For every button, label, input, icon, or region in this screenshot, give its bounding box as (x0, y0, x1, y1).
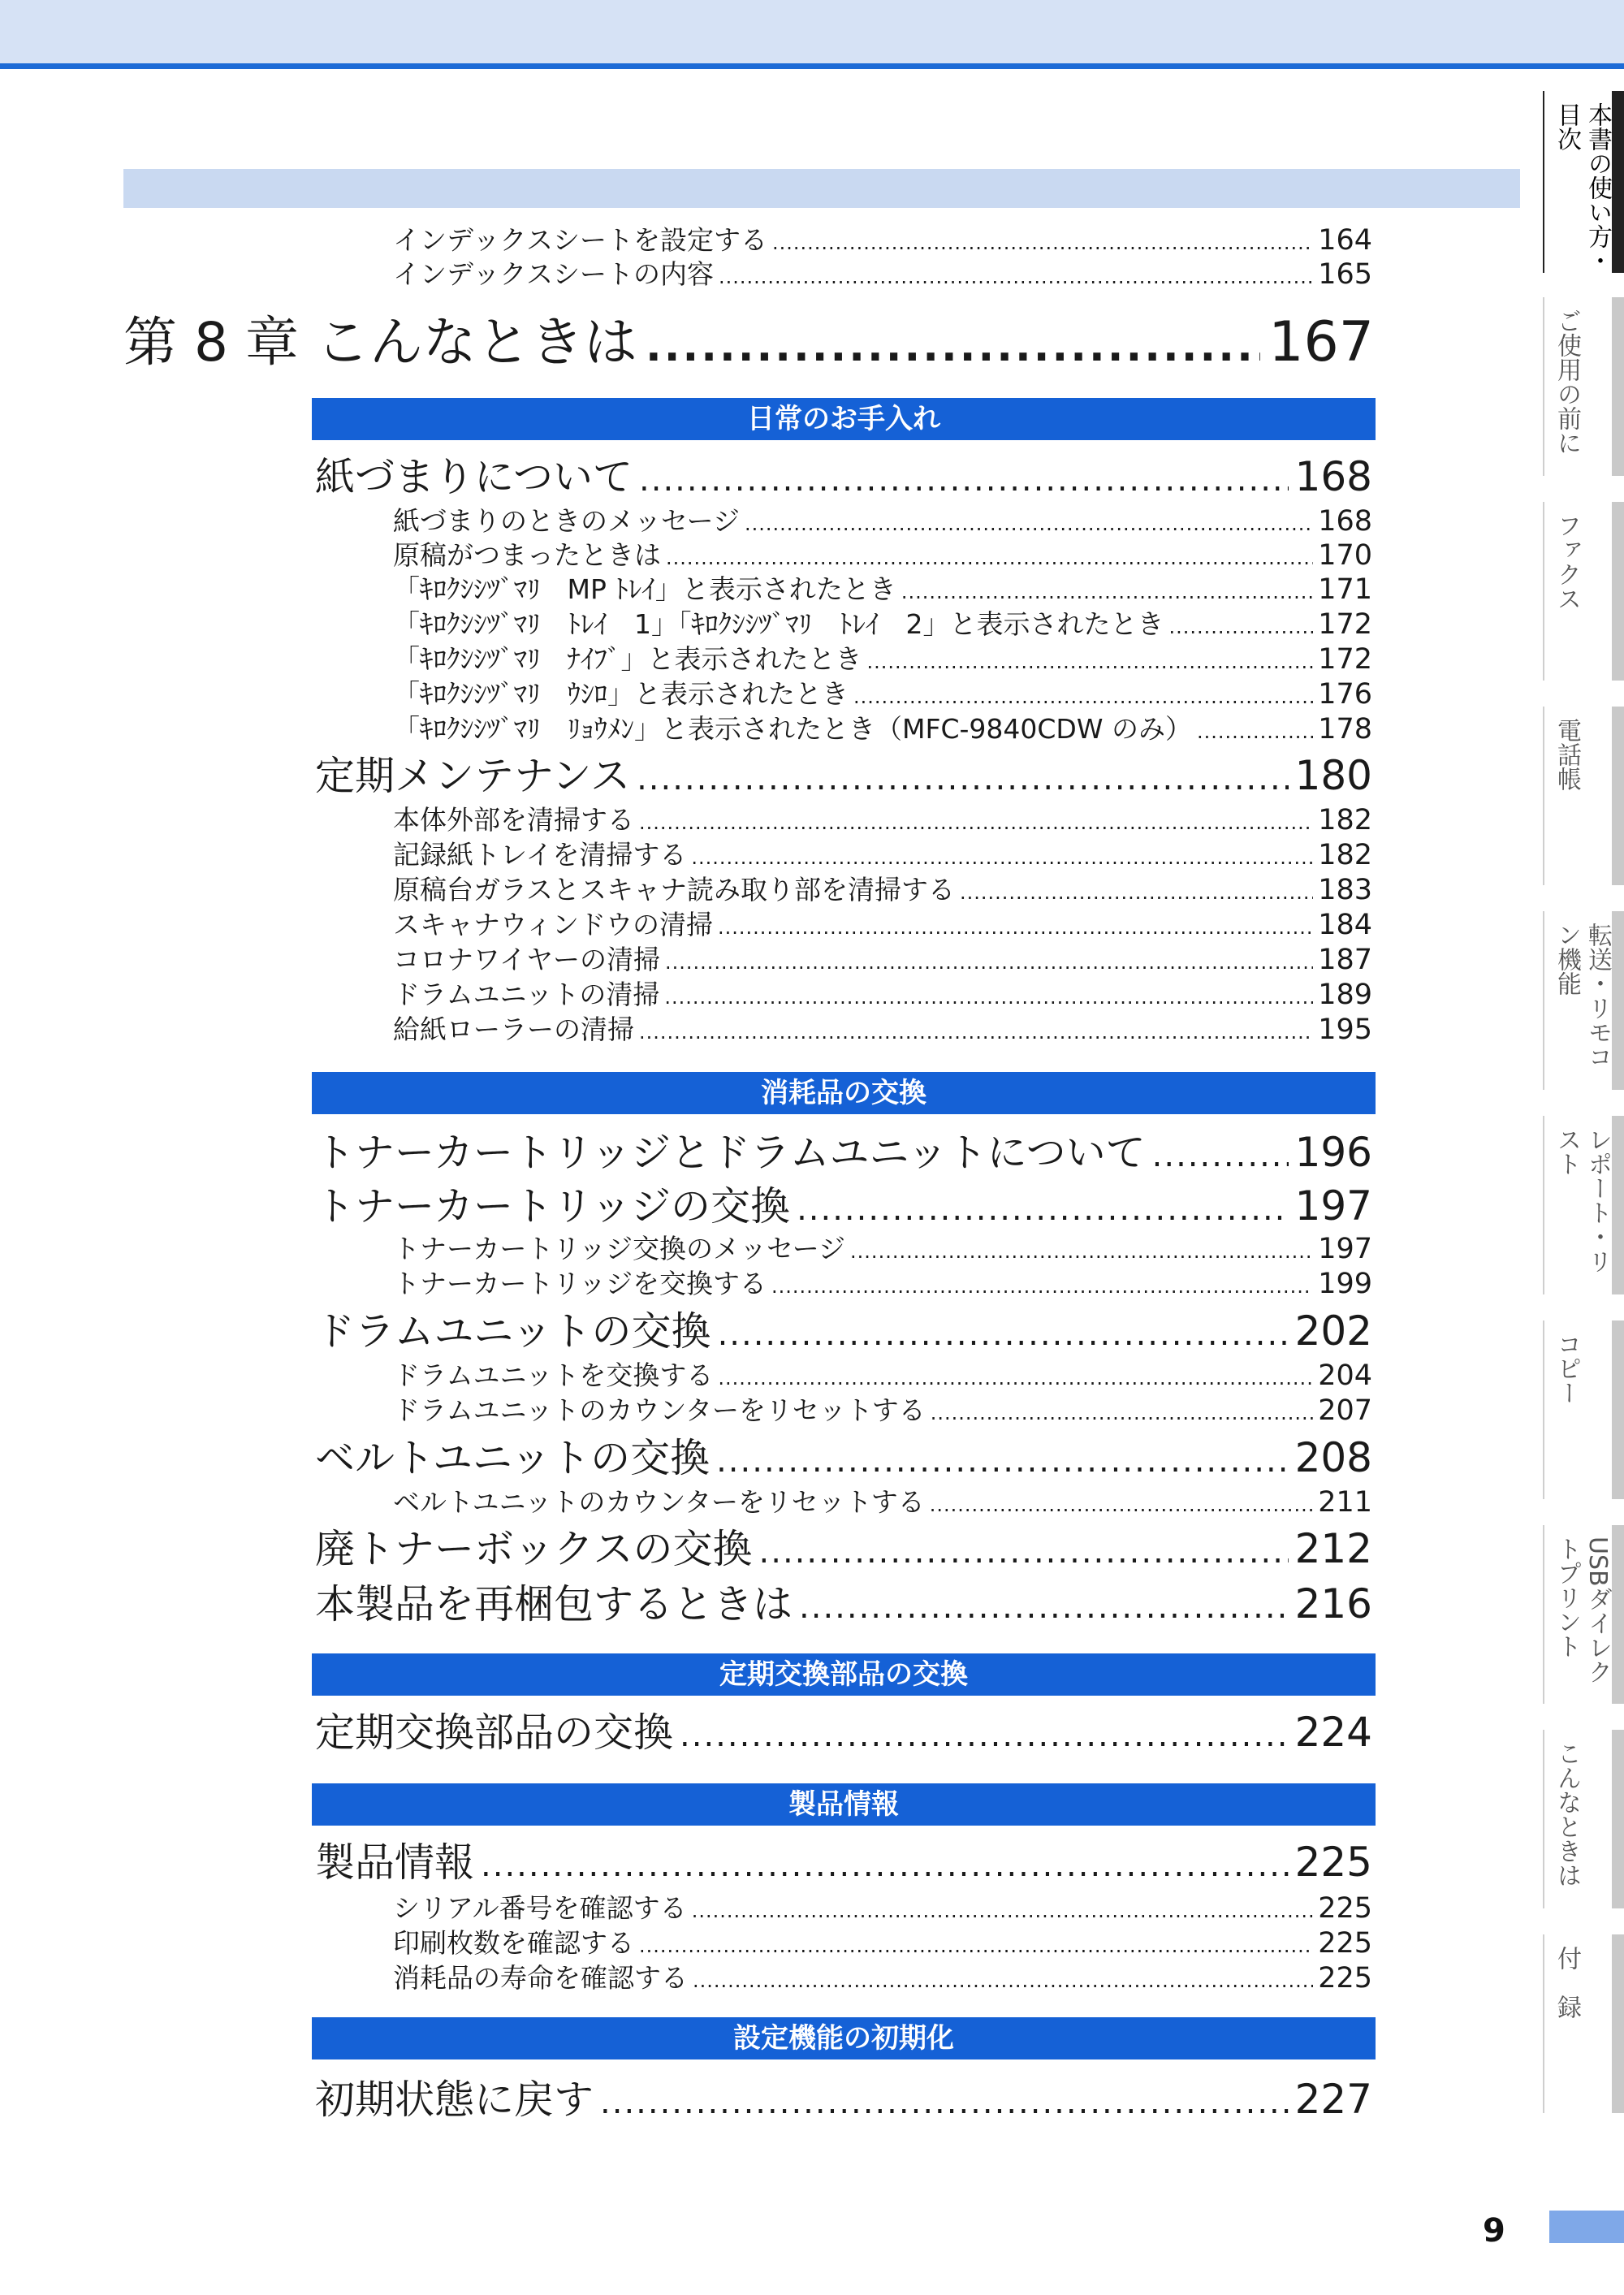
leader-dots (692, 1895, 1314, 1927)
toc-entry-title: ドラムユニットの交換 (315, 1308, 711, 1355)
toc-entry-page: 197 (1318, 1233, 1372, 1265)
toc-entry-title: 「ｷﾛｸｼｼﾂﾞﾏﾘ ﾘｮｳﾒﾝ」と表示されたとき（MFC-9840CDW のみ） (393, 713, 1192, 745)
leader-dots (1152, 1132, 1289, 1179)
section-heading-consumables: 消耗品の交換 (312, 1072, 1376, 1114)
side-tab-before-use[interactable] (1543, 297, 1624, 476)
side-tab-appendix[interactable] (1543, 1934, 1624, 2113)
leader-dots (691, 841, 1313, 874)
toc-entry-page: 168 (1294, 453, 1372, 500)
toc-entry-page: 199 (1318, 1268, 1372, 1300)
toc-entry-page: 207 (1318, 1394, 1372, 1427)
toc-entry-page: 172 (1318, 608, 1372, 641)
leader-dots (693, 1964, 1313, 1997)
toc-entry-page: 225 (1294, 1839, 1372, 1886)
leader-dots (639, 1930, 1313, 1962)
side-tab-forward-remote[interactable] (1543, 911, 1624, 1090)
toc-entry[interactable] (393, 979, 1372, 1014)
toc-entry-title: 「ｷﾛｸｼｼﾂﾞﾏﾘ MP ﾄﾚｲ」と表示されたとき (393, 573, 896, 605)
section-heading-product-info: 製品情報 (312, 1783, 1376, 1826)
toc-entry-title: ベルトユニットの交換 (315, 1435, 710, 1481)
leader-dots (600, 2079, 1289, 2126)
section-heading-reset-settings: 設定機能の初期化 (312, 2017, 1376, 2059)
toc-entry-page: 197 (1294, 1182, 1372, 1230)
toc-entry-page: 225 (1318, 1892, 1372, 1925)
header-band (0, 0, 1624, 69)
toc-entry-page: 165 (1318, 258, 1372, 291)
leader-dots (1169, 611, 1314, 643)
leader-dots (680, 1712, 1289, 1759)
toc-entry-main[interactable] (315, 1525, 1372, 1575)
toc-entry-title: 初期状態に戻す (315, 2077, 594, 2123)
section-heading-daily-care: 日常のお手入れ (312, 398, 1376, 440)
side-tab-label: 電話帳 (1553, 718, 1581, 791)
leader-dots (772, 227, 1313, 259)
leader-dots (850, 1235, 1313, 1268)
toc-entry-title: 「ｷﾛｸｼｼﾂﾞﾏﾘ ﾅｲﾌﾞ」と表示されたとき (393, 643, 862, 675)
leader-dots (901, 576, 1313, 608)
leader-dots (646, 314, 1260, 379)
toc-entry[interactable] (393, 944, 1372, 979)
toc-entry[interactable] (393, 678, 1372, 713)
toc-entry[interactable] (393, 1014, 1372, 1048)
leader-dots (799, 1584, 1289, 1631)
toc-entry-page: 168 (1318, 505, 1372, 538)
leader-dots (665, 946, 1313, 979)
side-tab-label: 付 録 (1553, 1946, 1581, 2019)
leader-dots (639, 806, 1313, 839)
toc-entry[interactable] (393, 804, 1372, 839)
toc-entry-title: トナーカートリッジの交換 (315, 1183, 791, 1230)
leader-dots (931, 1397, 1313, 1429)
toc-entry-page: 164 (1318, 224, 1372, 257)
leader-dots (639, 456, 1289, 504)
chapter-title: 第 8 章 こんなときは (123, 311, 637, 374)
toc-entry[interactable] (393, 1233, 1372, 1268)
leader-dots (718, 1311, 1289, 1358)
side-tab-label: USBダイレクトプリント (1553, 1536, 1612, 1684)
leader-dots (664, 981, 1313, 1014)
chapter-page: 167 (1268, 310, 1374, 374)
toc-entry-title: 本体外部を清掃する (393, 804, 634, 836)
leader-dots (719, 261, 1313, 293)
side-tab-phonebook[interactable] (1543, 707, 1624, 885)
side-tab-report-list[interactable] (1543, 1116, 1624, 1294)
toc-entry[interactable] (393, 1892, 1372, 1927)
toc-entry-page: 183 (1318, 874, 1372, 906)
toc-entry[interactable] (393, 258, 1372, 293)
side-tab-label: ファクス (1553, 513, 1581, 611)
toc-entry-title: ベルトユニットのカウンターをリセットする (393, 1486, 925, 1518)
toc-entry-title: 紙づまりのときのメッセージ (393, 505, 741, 537)
toc-entry-title: ドラムユニットのカウンターをリセットする (393, 1394, 926, 1426)
toc-entry[interactable] (393, 643, 1372, 678)
toc-entry-page: 180 (1294, 752, 1372, 799)
toc-entry[interactable] (393, 505, 1372, 540)
toc-entry-title: インデックスシートを設定する (393, 224, 768, 256)
toc-entry-page: 224 (1294, 1709, 1372, 1756)
leader-dots (481, 1842, 1289, 1889)
toc-entry[interactable] (393, 1394, 1372, 1429)
toc-entry[interactable] (393, 909, 1372, 944)
toc-entry-title: トナーカートリッジ交換のメッセージ (393, 1233, 846, 1264)
toc-entry-main[interactable] (315, 453, 1372, 504)
toc-entry-title: 消耗品の寿命を確認する (393, 1962, 688, 1994)
toc-entry-page: 176 (1318, 678, 1372, 711)
toc-entry[interactable] (393, 1268, 1372, 1303)
toc-entry-page: 204 (1318, 1359, 1372, 1392)
side-tab-label: こんなときは (1553, 1741, 1581, 1887)
toc-entry-title: トナーカートリッジとドラムユニットについて (315, 1130, 1146, 1176)
toc-entry[interactable] (393, 539, 1372, 574)
side-tab-usb-direct-print[interactable] (1543, 1525, 1624, 1704)
side-tab-how-to-use-contents[interactable] (1543, 91, 1624, 273)
chapter-heading[interactable] (123, 310, 1374, 379)
page-number: 9 (1483, 2212, 1505, 2250)
page-number-bar (1549, 2211, 1624, 2243)
leader-dots (666, 542, 1313, 574)
leader-dots (637, 755, 1288, 802)
toc-entry-page: 170 (1318, 539, 1372, 572)
side-tab-label: コピー (1553, 1332, 1581, 1405)
toc-entry-title: 原稿台ガラスとスキャナ読み取り部を清掃する (393, 874, 956, 905)
side-tab-label: 本書の使い方・目次 (1553, 102, 1612, 273)
leader-dots (718, 911, 1313, 944)
toc-entry[interactable] (393, 874, 1372, 909)
side-tab-label: ご使用の前に (1553, 309, 1581, 455)
side-tab-fax[interactable] (1543, 502, 1624, 681)
toc-entry-page: 172 (1318, 643, 1372, 676)
toc-entry-page: 171 (1318, 573, 1372, 606)
toc-entry-page: 195 (1318, 1014, 1372, 1046)
toc-entry-main[interactable] (315, 2076, 1372, 2126)
toc-entry[interactable] (393, 1962, 1372, 1997)
toc-entry-title: 製品情報 (315, 1839, 475, 1886)
toc-entry-title: ドラムユニットの清掃 (393, 979, 660, 1010)
leader-dots (718, 1362, 1313, 1394)
leader-dots (759, 1528, 1289, 1575)
toc-entry[interactable] (393, 1486, 1372, 1521)
toc-entry-title: スキャナウィンドウの清掃 (393, 909, 714, 940)
toc-entry-page: 202 (1294, 1307, 1372, 1355)
toc-entry-page: 187 (1318, 944, 1372, 976)
side-tab-label: レポート・リスト (1553, 1127, 1612, 1273)
leader-dots (771, 1270, 1313, 1303)
toc-entry-title: 記録紙トレイを清掃する (393, 839, 687, 871)
toc-entry-page: 225 (1318, 1927, 1372, 1960)
toc-entry-title: 原稿がつまったときは (393, 539, 661, 571)
toc-entry[interactable] (393, 839, 1372, 874)
toc-entry[interactable] (393, 1927, 1372, 1962)
toc-entry-page: 196 (1294, 1129, 1372, 1176)
leader-dots (960, 876, 1313, 909)
toc-entry-main[interactable] (315, 1307, 1372, 1358)
toc-entry-title: 廃トナーボックスの交換 (315, 1526, 753, 1572)
leader-dots (745, 508, 1313, 540)
leader-dots (716, 1437, 1288, 1485)
toc-entry-page: 178 (1318, 713, 1372, 746)
toc-entry-title: 紙づまりについて (315, 454, 633, 500)
toc-entry-page: 225 (1318, 1962, 1372, 1995)
leader-dots (853, 681, 1313, 713)
toc-entry-title: トナーカートリッジを交換する (393, 1268, 767, 1299)
side-tab-label: 転送・リモコン機能 (1553, 923, 1612, 1069)
leader-dots (867, 646, 1314, 678)
toc-entry-page: 184 (1318, 909, 1372, 941)
toc-entry-page: 227 (1294, 2076, 1372, 2123)
toc-entry-main[interactable] (315, 1434, 1372, 1485)
toc-entry-title: 本製品を再梱包するときは (315, 1581, 793, 1627)
section-band (123, 169, 1520, 208)
toc-entry-title: 給紙ローラーの清掃 (393, 1014, 634, 1045)
toc-entry[interactable] (393, 1359, 1372, 1394)
toc-entry-page: 216 (1294, 1580, 1372, 1627)
toc-entry-title: 「ｷﾛｸｼｼﾂﾞﾏﾘ ｳｼﾛ」と表示されたとき (393, 678, 849, 710)
toc-entry-main[interactable] (315, 1182, 1372, 1233)
toc-entry-page: 212 (1294, 1525, 1372, 1572)
toc-entry-title: ドラムユニットを交換する (393, 1359, 714, 1391)
toc-entry-page: 182 (1318, 839, 1372, 871)
toc-entry[interactable] (393, 608, 1372, 643)
section-heading-periodic-parts: 定期交換部品の交換 (312, 1653, 1376, 1696)
toc-entry[interactable] (393, 224, 1372, 259)
toc-entry-title: 定期メンテナンス (315, 753, 631, 799)
side-tab-troubleshooting[interactable] (1543, 1730, 1624, 1908)
leader-dots (797, 1186, 1289, 1233)
toc-entry-title: 「ｷﾛｸｼｼﾂﾞﾏﾘ ﾄﾚｲ 1」「ｷﾛｸｼｼﾂﾞﾏﾘ ﾄﾚｲ 2」と表示されたとき (393, 608, 1164, 640)
toc-entry-main[interactable] (315, 1580, 1372, 1631)
toc-entry[interactable] (393, 713, 1372, 748)
toc-entry-main[interactable] (315, 1709, 1372, 1759)
toc-entry-main[interactable] (315, 1129, 1372, 1179)
toc-entry-page: 189 (1318, 979, 1372, 1011)
leader-dots (639, 1016, 1313, 1048)
toc-entry[interactable] (393, 573, 1372, 608)
toc-entry-title: 定期交換部品の交換 (315, 1709, 674, 1756)
toc-entry-title: シリアル番号を確認する (393, 1892, 687, 1924)
toc-entry-main[interactable] (315, 752, 1372, 802)
toc-entry-page: 208 (1294, 1434, 1372, 1481)
side-tab-copy[interactable] (1543, 1320, 1624, 1499)
leader-dots (1197, 715, 1313, 748)
toc-entry-title: コロナワイヤーの清掃 (393, 944, 661, 975)
leader-dots (930, 1489, 1313, 1521)
toc-entry-page: 211 (1318, 1486, 1372, 1519)
toc-entry-title: インデックスシートの内容 (393, 258, 715, 290)
toc-entry-title: 印刷枚数を確認する (393, 1927, 634, 1959)
toc-entry-main[interactable] (315, 1839, 1372, 1889)
toc-entry-page: 182 (1318, 804, 1372, 836)
